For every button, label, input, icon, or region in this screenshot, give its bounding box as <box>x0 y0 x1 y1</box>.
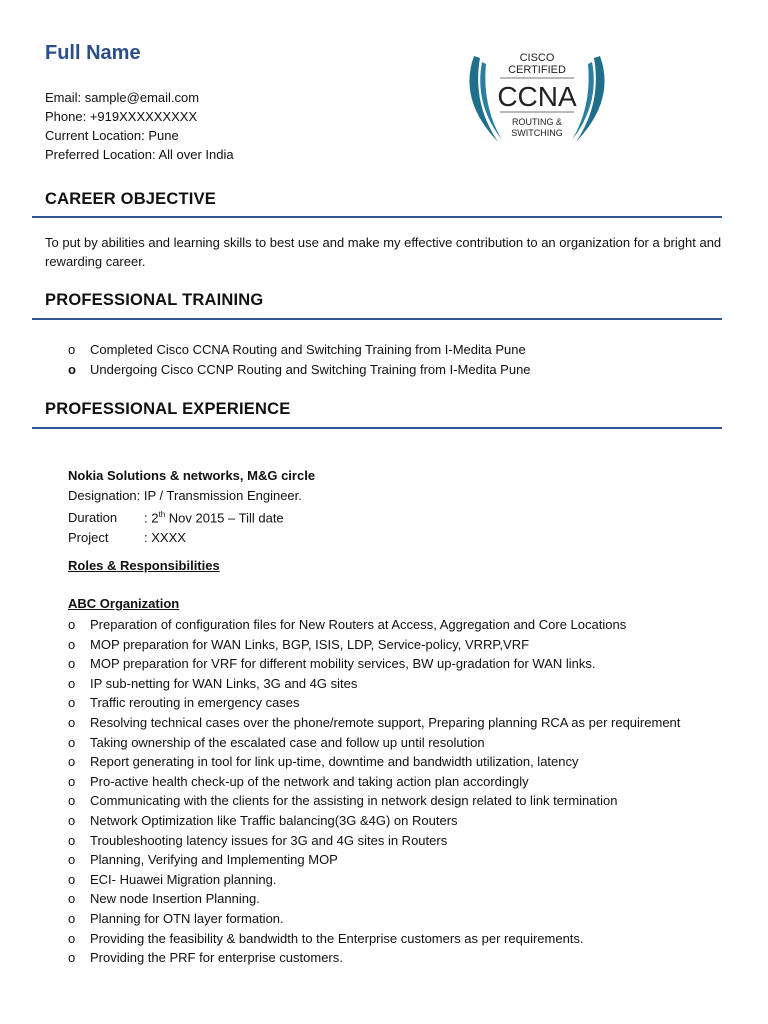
section-title-professional-training: PROFESSIONAL TRAINING <box>45 291 264 309</box>
list-item: o IP sub-netting for WAN Links, 3G and 4G sites <box>68 674 680 694</box>
list-item: o Planning, Verifying and Implementing MOP <box>68 850 680 870</box>
bullet-marker: o <box>68 675 76 691</box>
contact-phone: Phone: +919XXXXXXXXX <box>45 109 198 124</box>
list-item: o MOP preparation for VRF for different mobility services, BW up-gradation for WAN links. <box>68 654 680 674</box>
bullet-marker: o <box>68 734 76 750</box>
list-item: o ECI- Huawei Migration planning. <box>68 870 680 890</box>
bullet-marker: o <box>68 695 76 711</box>
designation: Designation: IP / Transmission Engineer. <box>68 487 302 503</box>
list-item: o New node Insertion Planning. <box>68 889 680 909</box>
section-title-professional-experience: PROFESSIONAL EXPERIENCE <box>45 400 291 418</box>
logo-text-certified: CERTIFIED <box>508 64 566 76</box>
bullet-marker: o <box>68 812 76 828</box>
list-item: o Providing the PRF for enterprise customers. <box>68 948 680 968</box>
contact-email: Email: sample@email.com <box>45 90 200 105</box>
list-item: o Report generating in tool for link up-time, downtime and bandwidth utilization, latency <box>68 752 680 772</box>
bullet-marker: o <box>68 871 76 887</box>
list-item: o Completed Cisco CCNA Routing and Switching Training from I-Medita Pune <box>68 340 531 360</box>
list-item: o Planning for OTN layer formation. <box>68 909 680 929</box>
contact-block <box>45 88 234 164</box>
bullet-marker: o <box>68 773 76 789</box>
list-item: o Traffic rerouting in emergency cases <box>68 693 680 713</box>
list-item: o Undergoing Cisco CCNP Routing and Switching Training from I-Medita Pune <box>68 360 531 380</box>
company-name: Nokia Solutions & networks, M&G circle <box>68 468 316 483</box>
bullet-marker: o <box>68 910 76 926</box>
list-item: o Preparation of configuration files for New Routers at Access, Aggregation and Core Locations <box>68 615 680 635</box>
logo-text-cisco: CISCO <box>519 52 555 64</box>
logo-text-switching: SWITCHING <box>511 128 563 138</box>
bullet-marker: o <box>68 950 76 966</box>
logo-text-ccna: CCNA <box>497 81 577 112</box>
section-divider <box>32 216 722 218</box>
training-list <box>68 340 531 379</box>
roles-heading: Roles & Responsibilities <box>68 558 220 573</box>
list-item: o Taking ownership of the escalated case and follow up until resolution <box>68 733 680 753</box>
bullet-marker: o <box>68 617 76 632</box>
list-item: o MOP preparation for WAN Links, BGP, ISIS, LDP, Service-policy, VRRP,VRF <box>68 635 680 655</box>
bullet-marker: o <box>68 930 76 946</box>
bullet-marker: o <box>68 852 76 868</box>
list-item: o Pro-active health check-up of the network and taking action plan accordingly <box>68 772 680 792</box>
organization-heading: ABC Organization <box>68 596 180 611</box>
list-item: o Resolving technical cases over the phone/remote support, Preparing planning RCA as per requirement <box>68 713 680 733</box>
bullet-marker: o <box>68 361 76 377</box>
project: Project : XXXX <box>68 529 186 545</box>
contact-preferred-location: Preferred Location: All over India <box>45 147 234 162</box>
responsibilities-list <box>68 615 680 968</box>
duration: Duration : 2th Nov 2015 – Till date <box>68 510 284 526</box>
section-divider <box>32 427 722 429</box>
bullet-marker: o <box>68 714 76 730</box>
ccna-certification-logo <box>462 48 612 148</box>
contact-current-location: Current Location: Pune <box>45 128 179 143</box>
candidate-name: Full Name <box>45 42 141 64</box>
list-item: o Providing the feasibility & bandwidth to the Enterprise customers as per requirements. <box>68 929 680 949</box>
bullet-marker: o <box>68 636 76 652</box>
bullet-marker: o <box>68 754 76 770</box>
list-item: o Troubleshooting latency issues for 3G and 4G sites in Routers <box>68 831 680 851</box>
list-item: o Network Optimization like Traffic balancing(3G &4G) on Routers <box>68 811 680 831</box>
list-item: o Communicating with the clients for the assisting in network design related to link termination <box>68 791 680 811</box>
logo-text-routing: ROUTING & <box>511 117 563 127</box>
section-title-career-objective: CAREER OBJECTIVE <box>45 190 216 208</box>
job-details <box>68 466 315 547</box>
section-divider <box>32 318 722 320</box>
bullet-marker: o <box>68 832 76 848</box>
bullet-marker: o <box>68 656 76 672</box>
career-objective-text: To put by abilities and learning skills to best use and make my effective contribution to an organization for a bright and rewarding career. <box>45 235 722 269</box>
bullet-marker: o <box>68 342 76 357</box>
bullet-marker: o <box>68 793 76 809</box>
bullet-marker: o <box>68 891 76 907</box>
